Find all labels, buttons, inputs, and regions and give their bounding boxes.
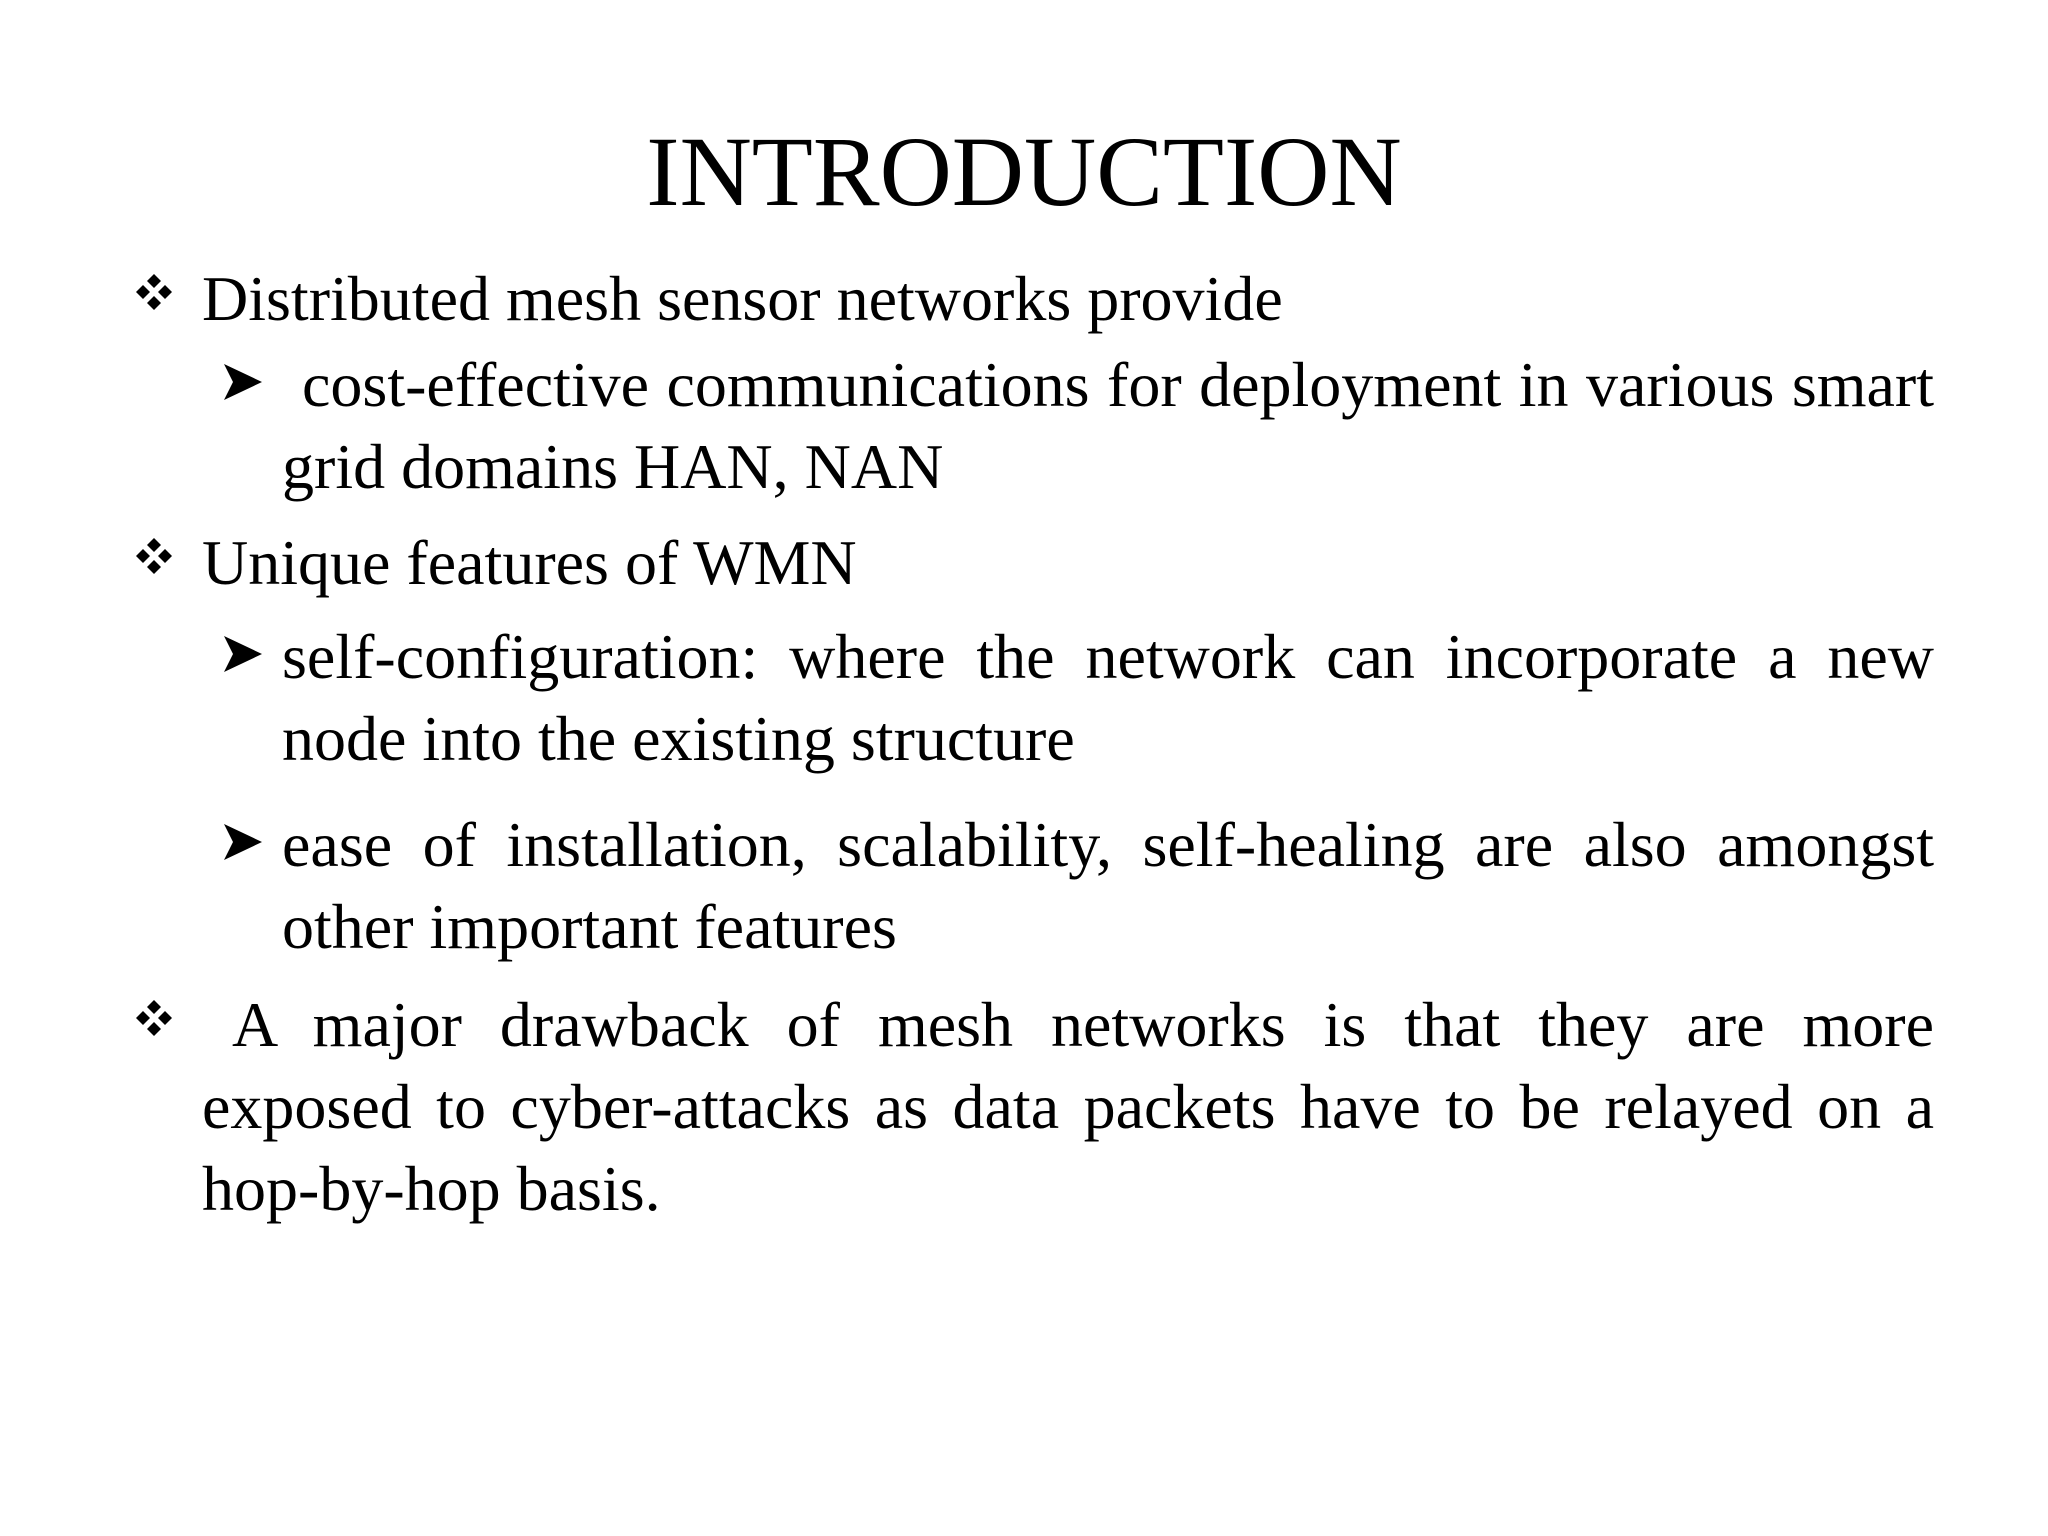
bullet-text: A major drawback of mesh networks is that they are more exposed to cyber-attacks as data packets have to be relayed on a hop-by-hop basis. [202,989,1934,1224]
diamond-cluster-bullet-icon [128,258,180,340]
bullet-list [128,258,1934,1232]
bullet-item [128,258,1934,340]
arrowhead-bullet-icon [218,804,268,886]
bullet-text: Unique features of WMN [202,527,857,598]
bullet-text: Distributed mesh sensor networks provide [202,263,1283,334]
sub-bullet-text: ease of installation, scalability, self-healing are also amongst other important features [282,809,1934,962]
bullet-item [128,522,1934,604]
arrowhead-bullet-icon [218,344,268,426]
sub-bullet-text: self-configuration: where the network can incorporate a new node into the existing structure [282,621,1934,774]
diamond-cluster-bullet-icon [128,522,180,604]
arrowhead-bullet-icon [218,616,268,698]
sub-bullet-item [218,344,1934,508]
sub-bullet-item [218,616,1934,780]
sub-bullet-text: cost-effective communications for deployment in various smart grid domains HAN, NAN [282,349,1934,502]
bullet-item [128,984,1934,1230]
diamond-cluster-bullet-icon [128,984,180,1066]
slide-title: INTRODUCTION [646,116,1402,227]
sub-bullet-item [218,804,1934,968]
